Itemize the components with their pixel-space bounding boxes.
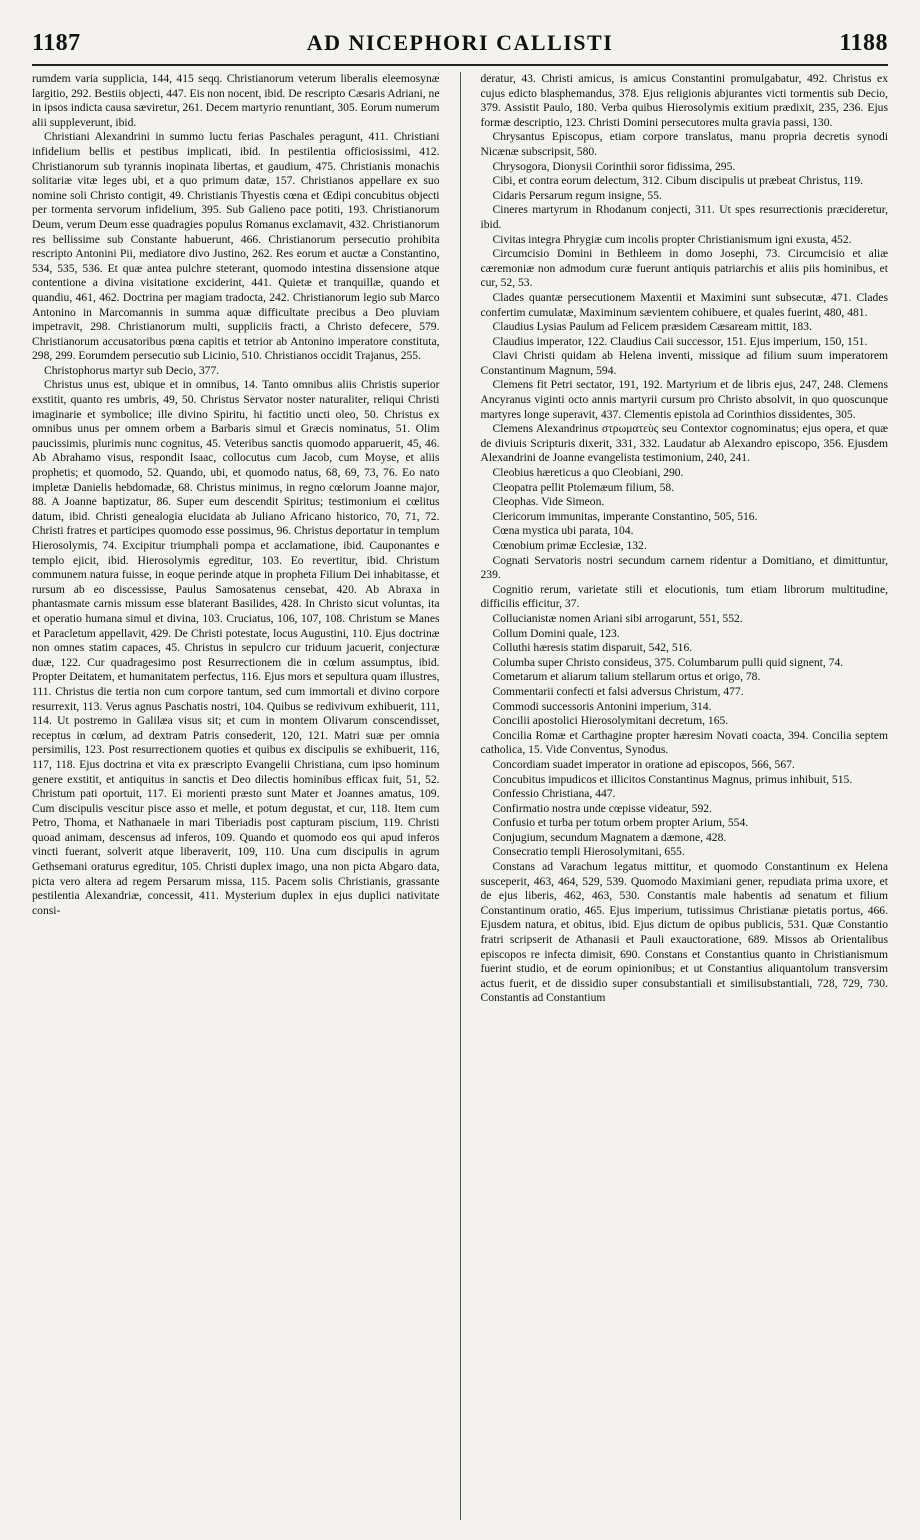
index-entry: Claudius Lysias Paulum ad Felicem præsidem Cæsaream mittit, 183. [492,320,812,334]
index-entry: Chrysantus Episcopus, etiam corpore translatus, manu propria decretis synodi Nicænæ subscripsit, 580. [480,130,888,158]
index-entry: Cleopatra pellit Ptolemæum filium, 58. [492,480,675,494]
right-column [480,72,888,1520]
index-entry: Clavi Christi quidam ab Helena inventi, missique ad filium suum imperatorem Constantinum Magnum, 594. [480,349,888,377]
index-entry: Commentarii confecti et falsi adversus Christum, 477. [492,684,744,698]
index-entry: Cineres martyrum in Rhodanum conjecti, 311. Ut spes resurrectionis præcideretur, ibid. [480,203,888,231]
index-entry: Concilii apostolici Hierosolymitani decretum, 165. [492,714,729,728]
index-entry: Confirmatio nostra unde cœpisse videatur, 592. [492,801,712,815]
header-rule [32,64,888,66]
index-entry: Clades quantæ persecutionem Maxentii et Maximini sunt subsecutæ, 471. Clades confertim cumulatæ, Maximinum sævientem cohibuere, et quales fuerint, 480, 481. [480,290,888,319]
index-entry: Christophorus martyr sub Decio, 377. [44,363,220,377]
index-entry: rumdem varia supplicia, 144, 415 seqq. Christianorum veterum liberalis eleemosynæ largitio, 292. Bestiis objecti, 447. Eis non nocent, ibid. De rescripto Cæsaris Adriani, ne in ipsos indicta causa sæviretur, 261. Decem martyrio renuntiant, 305. Eorum numerum alii suppleverunt, ibid. [32,72,440,129]
index-entry: Clericorum immunitas, imperante Constantino, 505, 516. [492,509,758,523]
index-entry: Commodi successoris Antonini imperium, 314. [492,699,712,713]
index-entry: Colluthi hæresis statim disparuit, 542, 516. [492,641,693,655]
index-entry: Conjugium, secundum Magnatem a dæmone, 428. [492,830,727,844]
index-entry: Collum Domini quale, 123. [492,626,620,640]
left-page-number: 1187 [32,30,81,56]
index-entry: Collucianistæ nomen Ariani sibi arrogarunt, 551, 552. [492,611,743,625]
index-entry: Cleophas. Vide Simeon. [492,495,605,509]
index-entry: Confusio et turba per totum orbem propter Arium, 554. [492,816,749,830]
column-divider [460,72,461,1520]
index-entry: Circumcisio Domini in Bethleem in domo Josephi, 73. Circumcisio et aliæ cæremoniæ non admodum curæ fuerunt antiquis patriarchis et aliis piis hominibus, et cur, 52, 53. [480,247,888,290]
page-header [32,30,888,64]
index-entry: Concubitus impudicos et illicitos Constantinus Magnus, primus inhibuit, 515. [492,772,853,786]
index-entry: Clemens Alexandrinus στρωματεὺς seu Contextor cognominatus; ejus opera, et quæ de diviuis Scripturis dixerit, 331, 332. Laudatur ab Alexandro episcopo, 356. Ejusdem Alexandrini de Joanne evangelista testimonium, 240, 241. [480,422,888,465]
two-column-body [32,72,888,1520]
index-entry: Chrysogora, Dionysii Corinthii soror fidissima, 295. [492,159,736,173]
index-entry: Cœnobium primæ Ecclesiæ, 132. [492,539,647,552]
running-title: AD NICEPHORI CALLISTI [306,30,614,55]
index-entry: Cidaris Persarum regum insigne, 55. [492,188,662,202]
index-entry: Constans ad Varachum legatus mittitur, et quomodo Constantinum ex Helena susceperit, 463, 464, 529, 539. Quomodo Maximiani gener, repudiata prima uxore, et de ejus liberis, 462, 463, 530. Constantis male habentis ad senatum et filium Constantinum oratio, 465. Ejus imperium, tutissimus Christianæ pietatis portus, 466. Ejusdem natura, et obitus, ibid. Ejus dictum de opibus publicis, 531. Quæ Constantio fratri scripserit de Athanasii et Pauli exauctoratione, 689. Missos ab Orientalibus episcopos re infecta dimisit, 690. Constans et Constantius quanto in Christianismum fuerint studio, et de eorum opinionibus; et ut Constantius aliquantolum transversim actus fuerit, et de dissidio super consubstantiali et similisubstantiali, 728, 729, 730. Constantis ad Constantium [480,860,888,1005]
left-column [32,72,440,1520]
index-entry: Cœna mystica ubi parata, 104. [492,524,634,538]
index-entry: Columba super Christo consideus, 375. Columbarum pulli quid signent, 74. [492,655,844,669]
index-entry: Cleobius hæreticus a quo Cleobiani, 290. [492,466,684,480]
index-entry: Christiani Alexandrini in summo luctu ferias Paschales peragunt, 411. Christiani infidelium bellis et pestibus implicati, ibid. In pestilentia officiosissimi, 412. Christianorum sub tyrannis inopinata libertas, et gaudium, 475. Christianis monachis solitariæ vitæ leges ubi, et a quo primum datæ, 157. Christianos appellare ex suo nomine soli Christo contigit, 49. Christianis Thyestis cœna et Œdipi concubitus objecti per tormenta servorum infidelium, 395. Sub Galieno pace potiti, 193. Christianorum Deum, verum Deum esse quadragies populus Romanus exclamavit, 432. Christianorum res bellissime sub Constante habuerunt, 466. Christianorum persecutio prohibita rescripto Antonini Pii, mediatore divo Justino, 262. Res eorum et auctæ a Constantino, 534, 535, 536. Et quæ antea pulchre steterant, quomodo intestina dissensione atque contentione a divina visitatione exciderint, 441. Quietæ et tranquillæ, quando et quandiu, 461, 462. Doctrina per magiam tradocta, 242. Christianorum legio sub Marco Antonino in Marcomannis in summa aquæ difficultate precibus a Deo pluviam impetravit, 298. Christianorum multi, suppliciis fracti, a Christo defecere, 579. Christianorum accusatoribus pœna capitis et tetrior ab Antonino imperatore constituta, 298, 299. Eorumdem persecutio sub Licinio, 510. Christianos occidit Trajanus, 255. [32,130,440,363]
index-entry: Claudius imperator, 122. Claudius Caii successor, 151. Ejus imperium, 150, 151. [492,334,868,348]
right-page-number: 1188 [839,30,888,56]
index-entry: Christus unus est, ubique et in omnibus, 14. Tanto omnibus aliis Christis superior exstitit, quanto res umbris, 49, 50. Christus Servator noster naturaliter, reliqui Christi imaginarie et symbolice; ille divino Spiritu, hi factitio uncti oleo, 50. Christus ex omnibus unus per omnem orbem a Barbaris simul et Græcis nominatus, 51. Olim paucissimis, plurimis nunc cognitus, 45. Veteribus sanctis quomodo apparuerit, 45, 46. Ab Abrahamo visus, respondit Isaac, collocutus cum Jacob, cum Moyse, et aliis prophetis; et quomodo, 52. Quando, ubi, et quomodo natus, 68, 69, 73, 76. Eo nato impletæ Danielis hebdomadæ, 68. Christus minimus, in regno cœlorum Joanne major, 88. A Joanne baptizatur, 86. Super eum descendit Spiritus; testimonium ei cœlitus datum, ibid. Christi genealogia elucidata ab Juliano Africano historico, 70, 71, 72. Christi fratres et participes quomodo esse possimus, 96. Christus deportatur in templum Hierosolymis, 74. Excipitur triumphali pompa et acclamatione, ibid. Cauponantes e templo ejicit, ibid. Hierosolymis egreditur, 103. Eo revertitur, ibid. Christum communem natura fuisse, in eoque perinde atque in propheta Filium Dei inhabitasse, et rursum ab eo discessisse, Paulus Samosatenus censebat, 420. Ab Abraxa in phantasmate carnis missum esse blaterant Basilides, 428. In Christo sicut voluntas, ita et operatio humana simul et divina, 103. Cruciatus, 106, 107, 108. Christum se Manes et Paracletum appellavit, 429. De Christi potestate, locus Augustini, 110. Ejus doctrinæ non omnes statim capaces, 45. Christus in sepulcro cur triduum jacuerit, conjecturæ duæ, 122. Cur quadragesimo post Resurrectionem die in cœlum assumptus, ibid. Propter Deitatem, et humanitatem perfectus, 116. Ejus mors et sepultura quam illustres, 111. Christus die tertia non cum corpore tantum, sed cum immortali et divino corpore resurrexit, 113. Verus agnus Paschatis nostri, 104. Quibus se redivivum exhibuerit, 111, 114. Ut postremo in Galilæa visus sit; et cum in montem Olivarum conscendisset, receptus in cœlum, ad dextram Patris consederit, 120, 121. Matri suæ per omnia persimilis, 123. Post resurrectionem quoties et quibus ex discipulis se exhibuerit, 116, 117, 118. Ejus doctrina et vita ex præscripto Evangelii Christiana, cum ipso hominum genere exstitit, et antiquitus in sanctis et Deo dilectis hominibus efficax fuit, 51, 52. Christum pati oportuit, 117. Ei morienti præsto sunt Mater et Joannes amatus, 109. Cum discipulis vescitur pisce asso et melle, et potum degustat, et cur, 118. Item cum Petro, Thoma, et Nathanaele in mari Tiberiadis post capturam piscium, 119. Christi quoad animam, descensus ad inferos, 109. Quando et quomodo eos qui apud inferos vincti fuerant, solverit atque liberaverit, 109, 110. Una cum discipulis in agrum Gethsemani oraturus egreditur, 105. Christi duplex imago, una non picta Abgaro data, picta vero altera ad regem Persarum missa, 115. Pacem solis Christianis, grassante pestilentia Alexandriæ, concessit, 411. Mysterium duplex in ejus duplici nativitate consi- [32,378,440,917]
index-entry: Cibi, et contra eorum delectum, 312. Cibum discipulis ut præbeat Christus, 119. [492,174,864,188]
index-entry: Consecratio templi Hierosolymitani, 655. [492,845,685,859]
index-entry: deratur, 43. Christi amicus, is amicus Constantini promulgabatur, 492. Christus ex cujus edicto blasphemandus, 378. Ejus religionis abjurantes victi tormentis sub Decio, 379. Assistit Paulo, 180. Verba quibus Hierosolymis exitium prædixit, 235, 236. Ejus formæ descriptio, 123. Christi Domini persecutores multa gravia passi, 130. [480,72,888,129]
index-entry: Civitas integra Phrygiæ cum incolis propter Christianismum igni exusta, 452. [492,232,852,246]
index-entry: Cognitio rerum, varietate stili et elocutionis, tum etiam librorum multitudine, difficilis efficitur, 37. [480,582,888,611]
index-entry: Confessio Christiana, 447. [492,787,616,801]
index-entry: Clemens fit Petri sectator, 191, 192. Martyrium et de libris ejus, 247, 248. Clemens Ancyranus viginti octo annis martyrii cursum pro Christo absolvit, in quo quoscunque martyres longe superavit, 437. Clementis epistola ad Corinthios dissidentes, 305. [480,378,888,421]
index-entry: Concordiam suadet imperator in oratione ad episcopos, 566, 567. [492,757,795,771]
index-entry: Cometarum et aliarum talium stellarum ortus et origo, 78. [492,670,761,684]
index-entry: Concilia Romæ et Carthagine propter hæresim Novati coacta, 394. Concilia septem catholica, 15. Vide Conventus, Synodus. [480,728,888,757]
index-entry: Cognati Servatoris nostri secundum carnem ridentur a Domitiano, et dimittuntur, 239. [480,553,888,582]
